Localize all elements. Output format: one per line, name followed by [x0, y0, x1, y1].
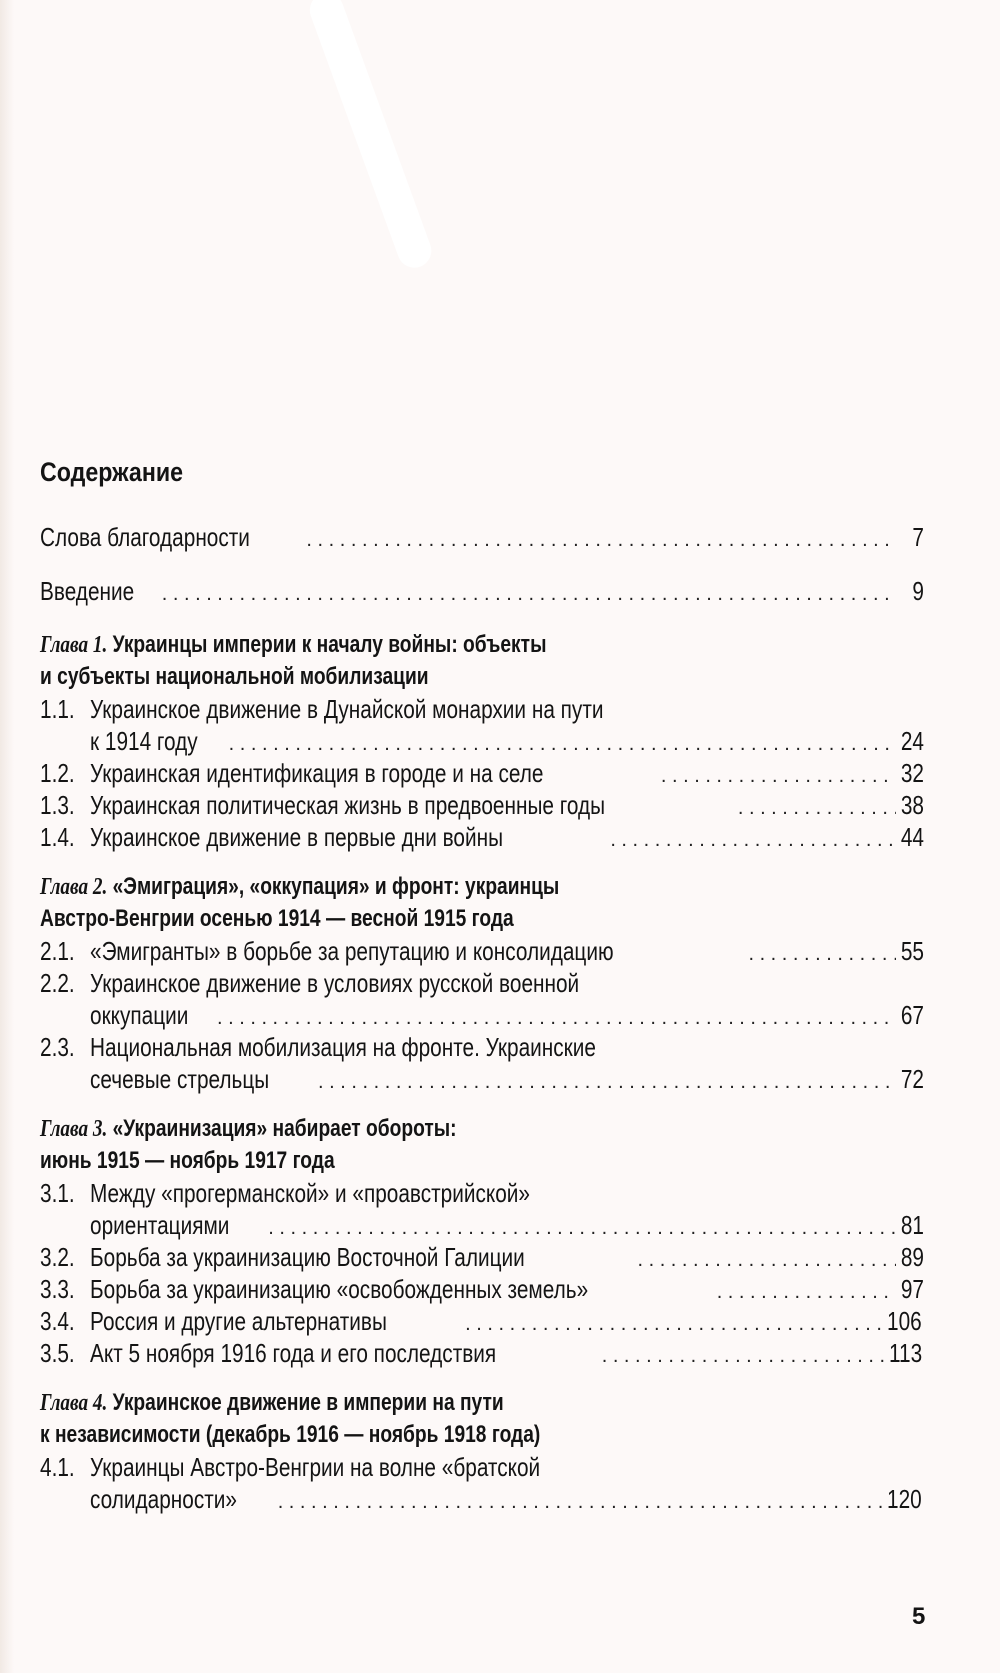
scan-glare	[305, 0, 436, 273]
section-number: 1.3.	[40, 790, 75, 820]
page-number: 5	[912, 1603, 926, 1630]
leader-dots	[278, 1486, 883, 1518]
toc-section-2-2[interactable]	[40, 967, 930, 999]
page-edge-shadow	[0, 0, 14, 1673]
toc-section-1-3[interactable]	[40, 789, 930, 821]
toc-page-number: 9	[912, 576, 924, 606]
section-title-line2: сечевые стрельцы	[90, 1064, 270, 1094]
leader-dots	[602, 1340, 885, 1372]
leader-dots	[717, 1276, 896, 1308]
toc-page-number: 44	[900, 822, 924, 852]
section-title-line2: солидарности»	[90, 1484, 237, 1514]
chapter-title[interactable]	[40, 1113, 930, 1145]
chapter-label: Глава 3.	[40, 1116, 108, 1142]
chapter-title[interactable]	[40, 871, 930, 903]
chapter-title-line1: «Эмиграция», «оккупация» и фронт: украинцы	[112, 873, 560, 900]
section-title: Украинское движение в первые дни войны	[90, 822, 504, 852]
chapter-title-line2: и субъекты национальной мобилизации	[40, 663, 429, 690]
section-number: 2.1.	[40, 936, 75, 966]
leader-dots	[217, 1002, 896, 1034]
section-number: 3.2.	[40, 1242, 75, 1272]
section-number: 1.2.	[40, 758, 75, 788]
toc-section-1-4[interactable]	[40, 821, 930, 853]
chapter-title-line1: Украинское движение в империи на пути	[112, 1389, 504, 1416]
section-title-line2: к 1914 году	[90, 726, 198, 756]
chapter-4	[40, 1387, 930, 1515]
leader-dots	[748, 938, 896, 970]
section-title: Борьба за украинизацию «освобожденных земель»	[90, 1274, 589, 1304]
toc-page-number: 106	[886, 1306, 922, 1336]
section-number: 1.1.	[40, 694, 75, 724]
chapter-title[interactable]	[40, 629, 930, 661]
toc-title: Содержание	[40, 457, 184, 487]
chapter-title-line2: к независимости (декабрь 1916 — ноябрь 1918 года)	[40, 1421, 541, 1448]
section-number: 4.1.	[40, 1452, 75, 1482]
toc-page-number: 55	[900, 936, 924, 966]
toc-section-2-1[interactable]	[40, 935, 930, 967]
section-number: 1.4.	[40, 822, 75, 852]
section-number: 3.5.	[40, 1338, 75, 1368]
toc-page-number: 72	[900, 1064, 924, 1094]
toc-entry-text: Слова благодарности	[40, 522, 250, 552]
leader-dots	[229, 728, 896, 760]
leader-dots	[738, 792, 896, 824]
toc-page-number: 24	[900, 726, 924, 756]
chapter-title-line2: Австро-Венгрии осенью 1914 — весной 1915 года	[40, 905, 514, 932]
section-title-line1: Между «прогерманской» и «проавстрийской»	[90, 1178, 530, 1208]
toc-section-3-5[interactable]	[40, 1337, 930, 1369]
chapter-3	[40, 1113, 930, 1369]
toc-section-3-3[interactable]	[40, 1273, 930, 1305]
section-number: 2.3.	[40, 1032, 75, 1062]
chapter-title-line1: Украинцы империи к началу войны: объекты	[112, 631, 547, 658]
chapter-title[interactable]	[40, 1387, 930, 1419]
chapter-title-line1: «Украинизация» набирает обороты:	[112, 1115, 457, 1142]
leader-dots	[162, 578, 896, 610]
section-title-line1: Украинское движение в условиях русской военной	[90, 968, 580, 998]
toc-section-3-1[interactable]	[40, 1177, 930, 1209]
toc-section-1-1-cont[interactable]	[40, 725, 930, 757]
toc-page-number: 120	[886, 1484, 922, 1514]
toc-entry-introduction[interactable]	[40, 575, 930, 607]
toc-page-number: 89	[900, 1242, 924, 1272]
toc-page-number: 113	[888, 1338, 922, 1368]
toc-section-2-3-cont[interactable]	[40, 1063, 930, 1095]
toc-page-number: 81	[900, 1210, 924, 1240]
section-title: Украинская политическая жизнь в предвоенные годы	[90, 790, 606, 820]
chapter-title-line2: июнь 1915 — ноябрь 1917 года	[40, 1147, 335, 1174]
toc-page-number: 7	[912, 522, 924, 552]
toc-section-3-4[interactable]	[40, 1305, 930, 1337]
toc-page-number: 97	[900, 1274, 924, 1304]
toc-page-number: 38	[900, 790, 924, 820]
leader-dots	[465, 1308, 882, 1340]
toc-section-3-1-cont[interactable]	[40, 1209, 930, 1241]
leader-dots	[268, 1212, 896, 1244]
toc-page-number: 67	[900, 1000, 924, 1030]
chapter-label: Глава 2.	[40, 874, 108, 900]
leader-dots	[306, 524, 896, 556]
section-title: Россия и другие альтернативы	[90, 1306, 387, 1336]
section-title: «Эмигранты» в борьбе за репутацию и консолидацию	[90, 936, 614, 966]
toc-section-2-3[interactable]	[40, 1031, 930, 1063]
leader-dots	[318, 1066, 896, 1098]
section-title-line2: оккупации	[90, 1000, 189, 1030]
toc-section-4-1[interactable]	[40, 1451, 930, 1483]
section-title: Акт 5 ноября 1916 года и его последствия	[90, 1338, 497, 1368]
chapter-label: Глава 4.	[40, 1390, 108, 1416]
table-of-contents	[40, 455, 930, 1515]
section-title: Украинская идентификация в городе и на селе	[90, 758, 544, 788]
leader-dots	[610, 824, 896, 856]
section-title-line1: Национальная мобилизация на фронте. Украинские	[90, 1032, 596, 1062]
chapter-2	[40, 871, 930, 1095]
section-number: 3.1.	[40, 1178, 75, 1208]
chapter-1	[40, 629, 930, 853]
toc-section-2-2-cont[interactable]	[40, 999, 930, 1031]
section-number: 2.2.	[40, 968, 75, 998]
toc-entry-text: Введение	[40, 576, 135, 606]
toc-section-4-1-cont[interactable]	[40, 1483, 930, 1515]
leader-dots	[637, 1244, 896, 1276]
section-number: 3.4.	[40, 1306, 75, 1336]
leader-dots	[661, 760, 896, 792]
section-title-line2: ориентациями	[90, 1210, 230, 1240]
section-title-line1: Украинское движение в Дунайской монархии на пути	[90, 694, 604, 724]
toc-page-number: 32	[900, 758, 924, 788]
section-number: 3.3.	[40, 1274, 75, 1304]
toc-section-1-1[interactable]	[40, 693, 930, 725]
toc-entry-acknowledgements[interactable]	[40, 521, 930, 553]
toc-section-1-2[interactable]	[40, 757, 930, 789]
chapter-label: Глава 1.	[40, 632, 108, 658]
toc-section-3-2[interactable]	[40, 1241, 930, 1273]
section-title-line1: Украинцы Австро-Венгрии на волне «братской	[90, 1452, 541, 1482]
section-title: Борьба за украинизацию Восточной Галиции	[90, 1242, 525, 1272]
